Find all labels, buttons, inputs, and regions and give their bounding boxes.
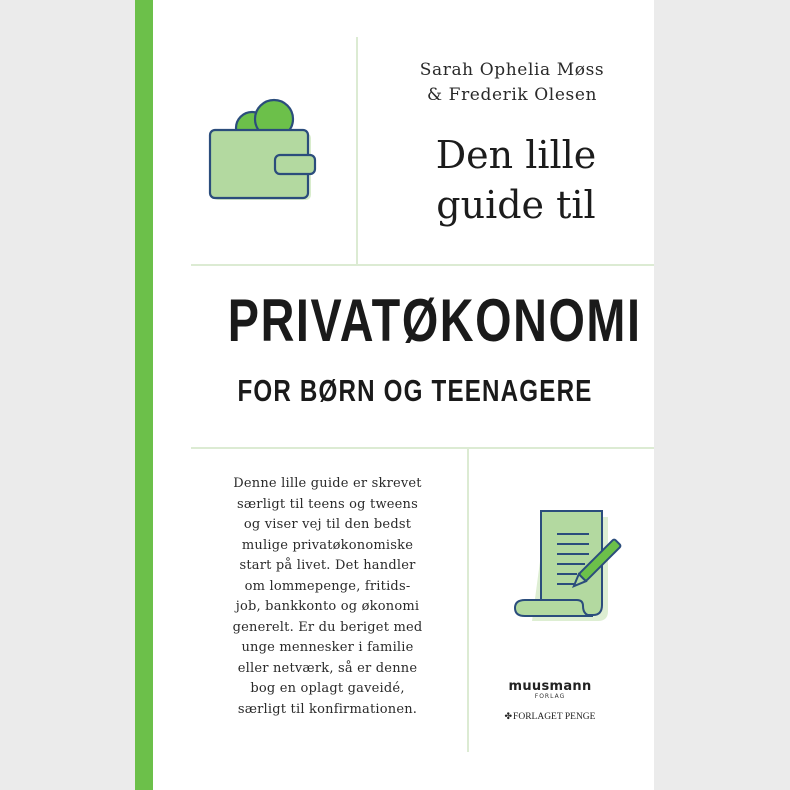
blurb-line: unge mennesker i familie bbox=[241, 640, 414, 655]
blurb-line: job, bankkonto og økonomi bbox=[235, 599, 420, 614]
blurb-line: generelt. Er du beriget med bbox=[232, 619, 423, 635]
blurb-line: eller netværk, så er denne bbox=[237, 660, 418, 676]
title-intro-line-2: guide til bbox=[436, 183, 596, 227]
blurb-line: bog en oplagt gaveidé, bbox=[250, 681, 405, 696]
author-line-2: & Frederik Olesen bbox=[426, 85, 598, 105]
book-title: PRIVATØKONOMI bbox=[227, 287, 642, 354]
imprint-logo bbox=[485, 711, 615, 722]
title-intro-line-1: Den lille bbox=[435, 133, 597, 177]
blurb-line: særligt til konfirmationen. bbox=[237, 701, 418, 717]
blurb-line: særligt til teens og tweens bbox=[236, 496, 419, 512]
divider-vertical-top bbox=[356, 37, 358, 265]
blurb-text bbox=[195, 474, 460, 720]
blurb-line: start på livet. Det handler bbox=[239, 558, 416, 573]
blurb-line: om lommepenge, fritids- bbox=[244, 578, 411, 594]
blurb-line: mulige privatøkonomiske bbox=[241, 537, 414, 553]
publisher-sub: FORLAG bbox=[534, 693, 566, 700]
imprint-name: FORLAGET PENGE bbox=[513, 712, 596, 722]
author-line-1: Sarah Ophelia Møss bbox=[419, 60, 605, 80]
book-subtitle: FOR BØRN OG TEENAGERE bbox=[237, 373, 593, 408]
divider-horizontal-top bbox=[191, 264, 654, 266]
divider-horizontal-bottom bbox=[191, 447, 654, 449]
document-pen-icon bbox=[505, 500, 635, 630]
title-intro bbox=[385, 130, 647, 230]
blurb-line: Denne lille guide er skrevet bbox=[233, 476, 422, 491]
author-names bbox=[397, 58, 627, 108]
clover-icon: ✤ bbox=[504, 711, 513, 721]
publisher-logo bbox=[485, 680, 615, 701]
book-cover bbox=[135, 0, 654, 790]
wallet-icon bbox=[208, 95, 318, 205]
green-accent-bar bbox=[135, 0, 153, 790]
blurb-line: og viser vej til den bedst bbox=[243, 517, 412, 532]
divider-vertical-bottom bbox=[467, 448, 469, 752]
publisher-name: muusmann bbox=[508, 679, 592, 694]
